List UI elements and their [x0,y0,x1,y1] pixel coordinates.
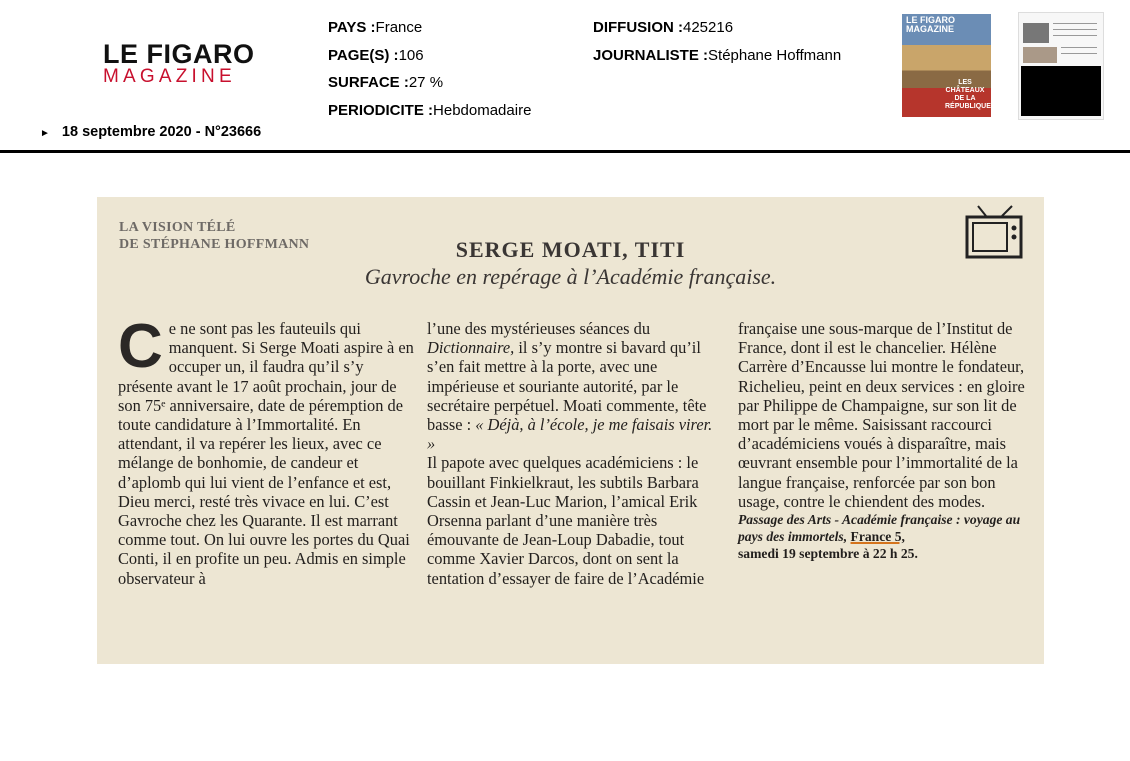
subheadline: Gavroche en repérage à l’Académie française. [364,264,777,289]
dictionnaire-title: Dictionnaire, [427,338,515,358]
figaro-magazine-logo [103,40,263,86]
column-kicker: LA VISION TÉLÉ DE STÉPHANE HOFFMANN [119,220,310,252]
program-credit [738,511,1034,562]
thumbnail-line [1061,47,1097,48]
article-column-3 [738,319,1034,562]
article-column-2: l’une des mystérieuses séances du Dictionnaire, il s’y montre si bavard qu’il s’en fait mettre à la porte, avec une impérieuse et souriante autorité, par le secrétaire perpétuel. Moati commente, tête basse : « Déjà, à l’école, je me faisais virer. » Il papote avec quelques académiciens : le bouillant Finkielkraut, les subtils Barbara Cassin et Jean-Luc Marion, l’amical Erik Orsenna parlant d’une manière très émouvante de Jean-Loup Dabadie, tout comme Xavier Darcos, dont on sent la tentation d’essayer de faire de l’Académie [427,319,713,588]
meta-journaliste: JOURNALISTE :Stéphane Hoffmann [593,46,842,64]
cover-caption: LES CHÂTEAUX DE LA RÉPUBLIQUE [945,79,991,110]
moati-quote: « Déjà, à l’école, je me faisais virer. » [427,415,713,454]
meta-pays: PAYS :France [328,19,423,36]
meta-periodicite: PERIODICITE :Hebdomadaire [328,101,532,119]
logo-top-text: LE FIGARO [103,39,255,69]
thumbnail-line [1053,35,1097,36]
meta-surface: SURFACE :27 % [328,74,444,91]
headline: SERGE MOATI, TITI [455,237,686,262]
article-clipping [97,197,1044,664]
article-column-1 [118,312,414,588]
issue-date [40,124,261,140]
meta-column-right [593,14,841,69]
meta-column-left [328,14,531,124]
issue-date-text: 18 septembre 2020 - N°23666 [61,124,262,140]
triangle-right-icon: ► [40,128,50,139]
header-divider [0,150,1130,153]
thumbnail-line [1053,23,1097,24]
logo-bottom-text: MAGAZINE [103,66,236,87]
magazine-cover-thumbnail [902,14,991,117]
column-1-text: e ne sont pas les fauteuils qui manquent. Si Serge Moati aspire à en occuper un, il faudra qu’il s’y présente avant le 17 août prochain, jour de son 75ᵉ anniversaire, date de péremption de toute candidature à l’Immortalité. En attendant, il va repérer les lieux, avec ce mélange de bonhomie, de candeur et d’aplomb qui lui vient de l’enfance et est, Dieu merci, resté très vivace en lui. C’est Gavroche chez les Quarante. Il est marrant comme tout. On lui ouvre les portes du Quai Conti, il en profite un peu. Admis en simple observateur à [118,319,414,588]
drop-cap: C [118,312,163,381]
column-3-text: française une sous-marque de l’Institut de France, dont il est le chancelier. Hélène Carrère d’Encausse lui montre le fondateur, Richelieu, peint en deux services : en gloire par Philippe de Champaigne, sur son lit de mort par le même. Saisissant raccourci d’académiciens voués à disparaître, mais œuvrant ensemble pour l’immortalité de la langue française, renforcée par son bon usage, contre le chiendent des modes. [738,319,1025,511]
meta-pages: PAGE(S) :106 [328,46,424,64]
program-title: Passage des Arts - Académie française : voyage au pays des immortels, [738,512,1021,545]
thumbnail-redaction [1021,66,1101,116]
meta-diffusion: DIFFUSION :425216 [593,19,734,36]
thumbnail-line [1053,29,1097,30]
program-channel: France 5, [850,529,905,545]
thumbnail-photo [1023,23,1049,43]
thumbnail-photo [1023,47,1057,63]
page-thumbnail [1018,12,1104,120]
cover-logo: LE FIGARO MAGAZINE [906,15,955,34]
program-time: samedi 19 septembre à 22 h 25. [738,546,918,562]
thumbnail-line [1061,53,1097,54]
